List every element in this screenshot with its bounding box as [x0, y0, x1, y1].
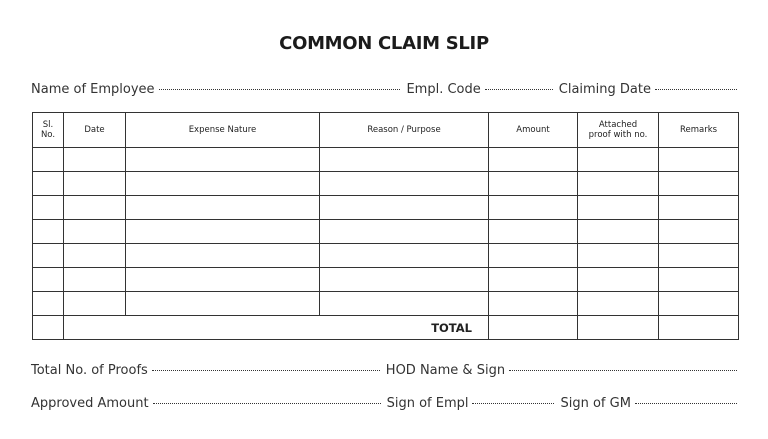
claiming-date-label: Claiming Date: [558, 82, 651, 97]
remarks-cell[interactable]: [659, 148, 739, 172]
remarks-cell[interactable]: [659, 292, 739, 316]
col-header-amount: Amount: [489, 113, 578, 148]
reason-cell[interactable]: [320, 268, 489, 292]
expense-nature-cell[interactable]: [126, 148, 320, 172]
employee-name-field[interactable]: [159, 88, 401, 90]
proof-cell[interactable]: [578, 220, 659, 244]
form-title: COMMON CLAIM SLIP: [279, 33, 489, 54]
col-header-remarks: Remarks: [659, 113, 739, 148]
total-amount-cell[interactable]: [489, 316, 578, 340]
expense-nature-cell[interactable]: [126, 172, 320, 196]
expense-nature-cell[interactable]: [126, 220, 320, 244]
amount-cell[interactable]: [489, 172, 578, 196]
employee-info-line: [31, 82, 737, 97]
total-sl-cell[interactable]: [33, 316, 64, 340]
approval-line: [31, 396, 737, 411]
approved-amount-field[interactable]: [153, 402, 381, 404]
col-header-reason: Reason / Purpose: [320, 113, 489, 148]
amount-cell[interactable]: [489, 268, 578, 292]
proof-cell[interactable]: [578, 172, 659, 196]
date-cell[interactable]: [64, 148, 126, 172]
sign-empl-label: Sign of Empl: [386, 396, 469, 411]
total-label: TOTAL: [64, 316, 489, 340]
expense-nature-cell[interactable]: [126, 292, 320, 316]
amount-cell[interactable]: [489, 148, 578, 172]
sl-no-cell[interactable]: [33, 268, 64, 292]
col-header-date: Date: [64, 113, 126, 148]
remarks-cell[interactable]: [659, 244, 739, 268]
table-row: [33, 220, 739, 244]
remarks-cell[interactable]: [659, 220, 739, 244]
total-row: [33, 316, 739, 340]
date-cell[interactable]: [64, 292, 126, 316]
reason-cell[interactable]: [320, 292, 489, 316]
sl-no-cell[interactable]: [33, 196, 64, 220]
remarks-cell[interactable]: [659, 196, 739, 220]
col-header-attached-proof: Attached proof with no.: [578, 113, 659, 148]
reason-cell[interactable]: [320, 220, 489, 244]
hod-name-sign-field[interactable]: [509, 369, 737, 371]
expense-nature-cell[interactable]: [126, 244, 320, 268]
amount-cell[interactable]: [489, 244, 578, 268]
table-row: [33, 244, 739, 268]
amount-cell[interactable]: [489, 292, 578, 316]
proof-cell[interactable]: [578, 148, 659, 172]
expense-nature-cell[interactable]: [126, 268, 320, 292]
reason-cell[interactable]: [320, 172, 489, 196]
table-row: [33, 148, 739, 172]
date-cell[interactable]: [64, 196, 126, 220]
sign-gm-label: Sign of GM: [560, 396, 631, 411]
reason-cell[interactable]: [320, 196, 489, 220]
date-cell[interactable]: [64, 220, 126, 244]
sign-gm-field[interactable]: [635, 402, 737, 404]
sl-no-cell[interactable]: [33, 148, 64, 172]
sign-empl-field[interactable]: [472, 402, 554, 404]
date-cell[interactable]: [64, 172, 126, 196]
reason-cell[interactable]: [320, 148, 489, 172]
proof-cell[interactable]: [578, 292, 659, 316]
claiming-date-field[interactable]: [655, 88, 737, 90]
table-row: [33, 292, 739, 316]
claim-table: [32, 112, 739, 340]
proofs-hod-line: [31, 363, 737, 378]
employee-code-field[interactable]: [485, 88, 553, 90]
employee-code-label: Empl. Code: [406, 82, 481, 97]
sl-no-cell[interactable]: [33, 220, 64, 244]
sl-no-cell[interactable]: [33, 172, 64, 196]
remarks-cell[interactable]: [659, 172, 739, 196]
proof-cell[interactable]: [578, 196, 659, 220]
col-header-expense-nature: Expense Nature: [126, 113, 320, 148]
table-row: [33, 196, 739, 220]
sl-no-cell[interactable]: [33, 292, 64, 316]
table-row: [33, 172, 739, 196]
col-header-sl-no: Sl. No.: [33, 113, 64, 148]
approved-amount-label: Approved Amount: [31, 396, 149, 411]
employee-name-label: Name of Employee: [31, 82, 155, 97]
total-remarks-cell[interactable]: [659, 316, 739, 340]
total-proofs-label: Total No. of Proofs: [31, 363, 148, 378]
total-proof-cell[interactable]: [578, 316, 659, 340]
total-proofs-field[interactable]: [152, 369, 380, 371]
amount-cell[interactable]: [489, 220, 578, 244]
amount-cell[interactable]: [489, 196, 578, 220]
table-header-row: [33, 113, 739, 148]
date-cell[interactable]: [64, 268, 126, 292]
remarks-cell[interactable]: [659, 268, 739, 292]
proof-cell[interactable]: [578, 268, 659, 292]
expense-nature-cell[interactable]: [126, 196, 320, 220]
hod-name-sign-label: HOD Name & Sign: [385, 363, 506, 378]
reason-cell[interactable]: [320, 244, 489, 268]
proof-cell[interactable]: [578, 244, 659, 268]
table-row: [33, 268, 739, 292]
sl-no-cell[interactable]: [33, 244, 64, 268]
date-cell[interactable]: [64, 244, 126, 268]
